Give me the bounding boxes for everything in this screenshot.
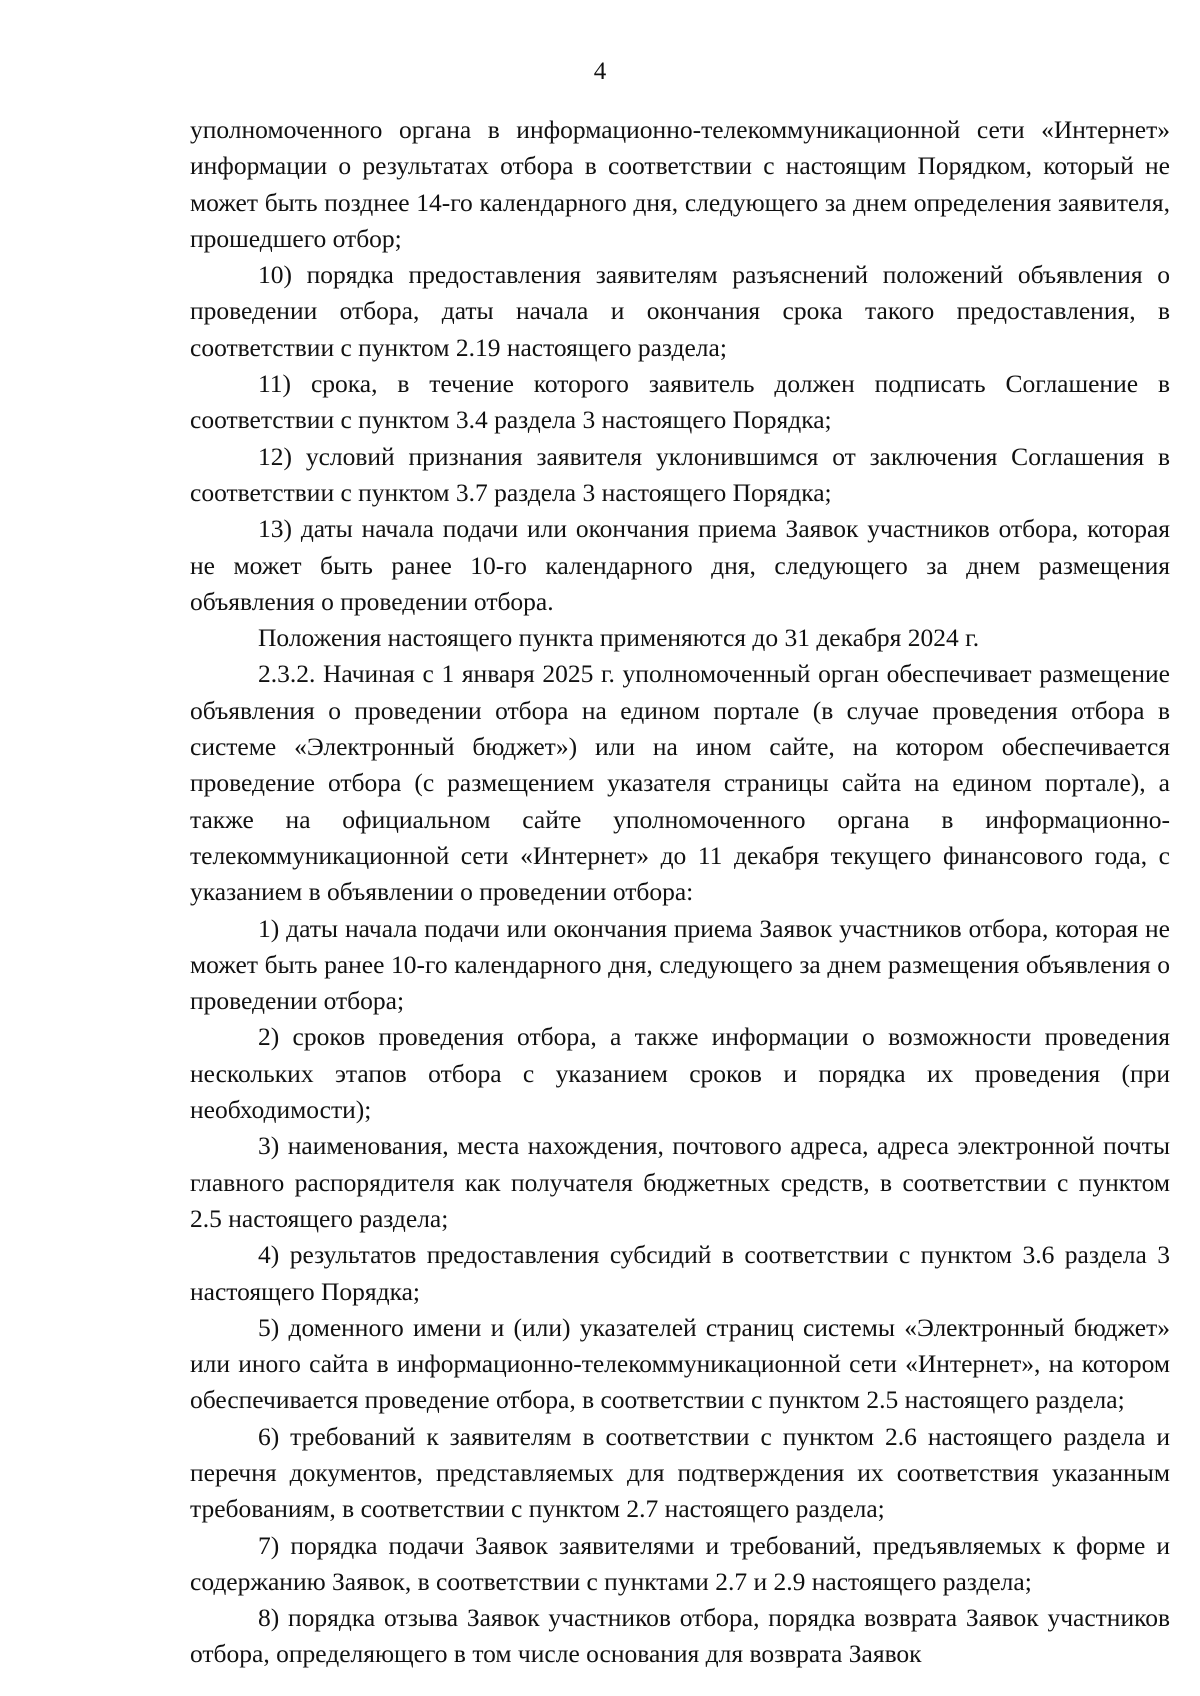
- paragraph: 4) результатов предоставления субсидий в соответствии с пунктом 3.6 раздела 3 настоящего Порядка;: [190, 1240, 1170, 1306]
- page-number: 4: [593, 58, 607, 85]
- paragraph: 13) даты начала подачи или окончания приема Заявок участников отбора, которая не может быть ранее 10-го календарного дня, следующего за днем размещения объявления о проведении отбора.: [190, 514, 1170, 616]
- paragraph: 6) требований к заявителям в соответствии с пунктом 2.6 настоящего раздела и перечня документов, представляемых для подтверждения их соответствия указанным требованиям, в соответствии с пунктом 2.7 настоящего раздела;: [190, 1421, 1170, 1524]
- paragraph: уполномоченного органа в информационно-телекоммуникационной сети «Интернет» информации о результатах отбора в соответствии с настоящим Порядком, который не может быть позднее 14-го календарного дня, следующего за днем определения заявителя, прошедшего отбор;: [190, 115, 1170, 253]
- paragraph: 10) порядка предоставления заявителям разъяснений положений объявления о проведении отбора, даты начала и окончания срока такого предоставления, в соответствии с пунктом 2.19 настоящего раздела;: [190, 260, 1170, 362]
- paragraph: 3) наименования, места нахождения, почтового адреса, адреса электронной почты главного распорядителя как получателя бюджетных средств, в соответствии с пунктом 2.5 настоящего раздела;: [190, 1131, 1170, 1233]
- paragraph: 2) сроков проведения отбора, а также информации о возможности проведения нескольких этапов отбора с указанием сроков и порядка их проведения (при необходимости);: [190, 1022, 1170, 1125]
- paragraph: 1) даты начала подачи или окончания приема Заявок участников отбора, которая не может быть ранее 10-го календарного дня, следующего за днем размещения объявления о проведении отбора;: [190, 913, 1170, 1016]
- paragraph: 11) срока, в течение которого заявитель должен подписать Соглашение в соответствии с пунктом 3.4 раздела 3 настоящего Порядка;: [190, 369, 1170, 435]
- paragraph: 7) порядка подачи Заявок заявителями и требований, предъявляемых к форме и содержанию Заявок, в соответствии с пунктами 2.7 и 2.9 настоящего раздела;: [190, 1530, 1170, 1596]
- paragraph: 12) условий признания заявителя уклонившимся от заключения Соглашения в соответствии с пунктом 3.7 раздела 3 настоящего Порядка;: [190, 441, 1170, 507]
- paragraph: 5) доменного имени и (или) указателей страниц системы «Электронный бюджет» или иного сайта в информационно-телекоммуникационной сети «Интернет», на котором обеспечивается проведение отбора, в соответствии с пунктом 2.5 настоящего раздела;: [190, 1312, 1170, 1415]
- paragraph: 8) порядка отзыва Заявок участников отбора, порядка возврата Заявок участников отбора, определяющего в том числе основания для возврата Заявок: [190, 1603, 1170, 1669]
- paragraph: 2.3.2. Начиная с 1 января 2025 г. уполномоченный орган обеспечивает размещение объявления о проведении отбора на едином портале (в случае проведения отбора в системе «Электронный бюджет») или на ином сайте, на котором обеспечивается проведение отбора (с размещением указателя страницы сайта на едином портале), а также на официальном сайте уполномоченного органа в информационно-телекоммуникационной сети «Интернет» до 11 декабря текущего финансового года, с указанием в объявлении о проведении отбора:: [190, 659, 1170, 907]
- document-body: [190, 112, 1170, 1673]
- paragraph: Положения настоящего пункта применяются до 31 декабря 2024 г.: [258, 623, 980, 653]
